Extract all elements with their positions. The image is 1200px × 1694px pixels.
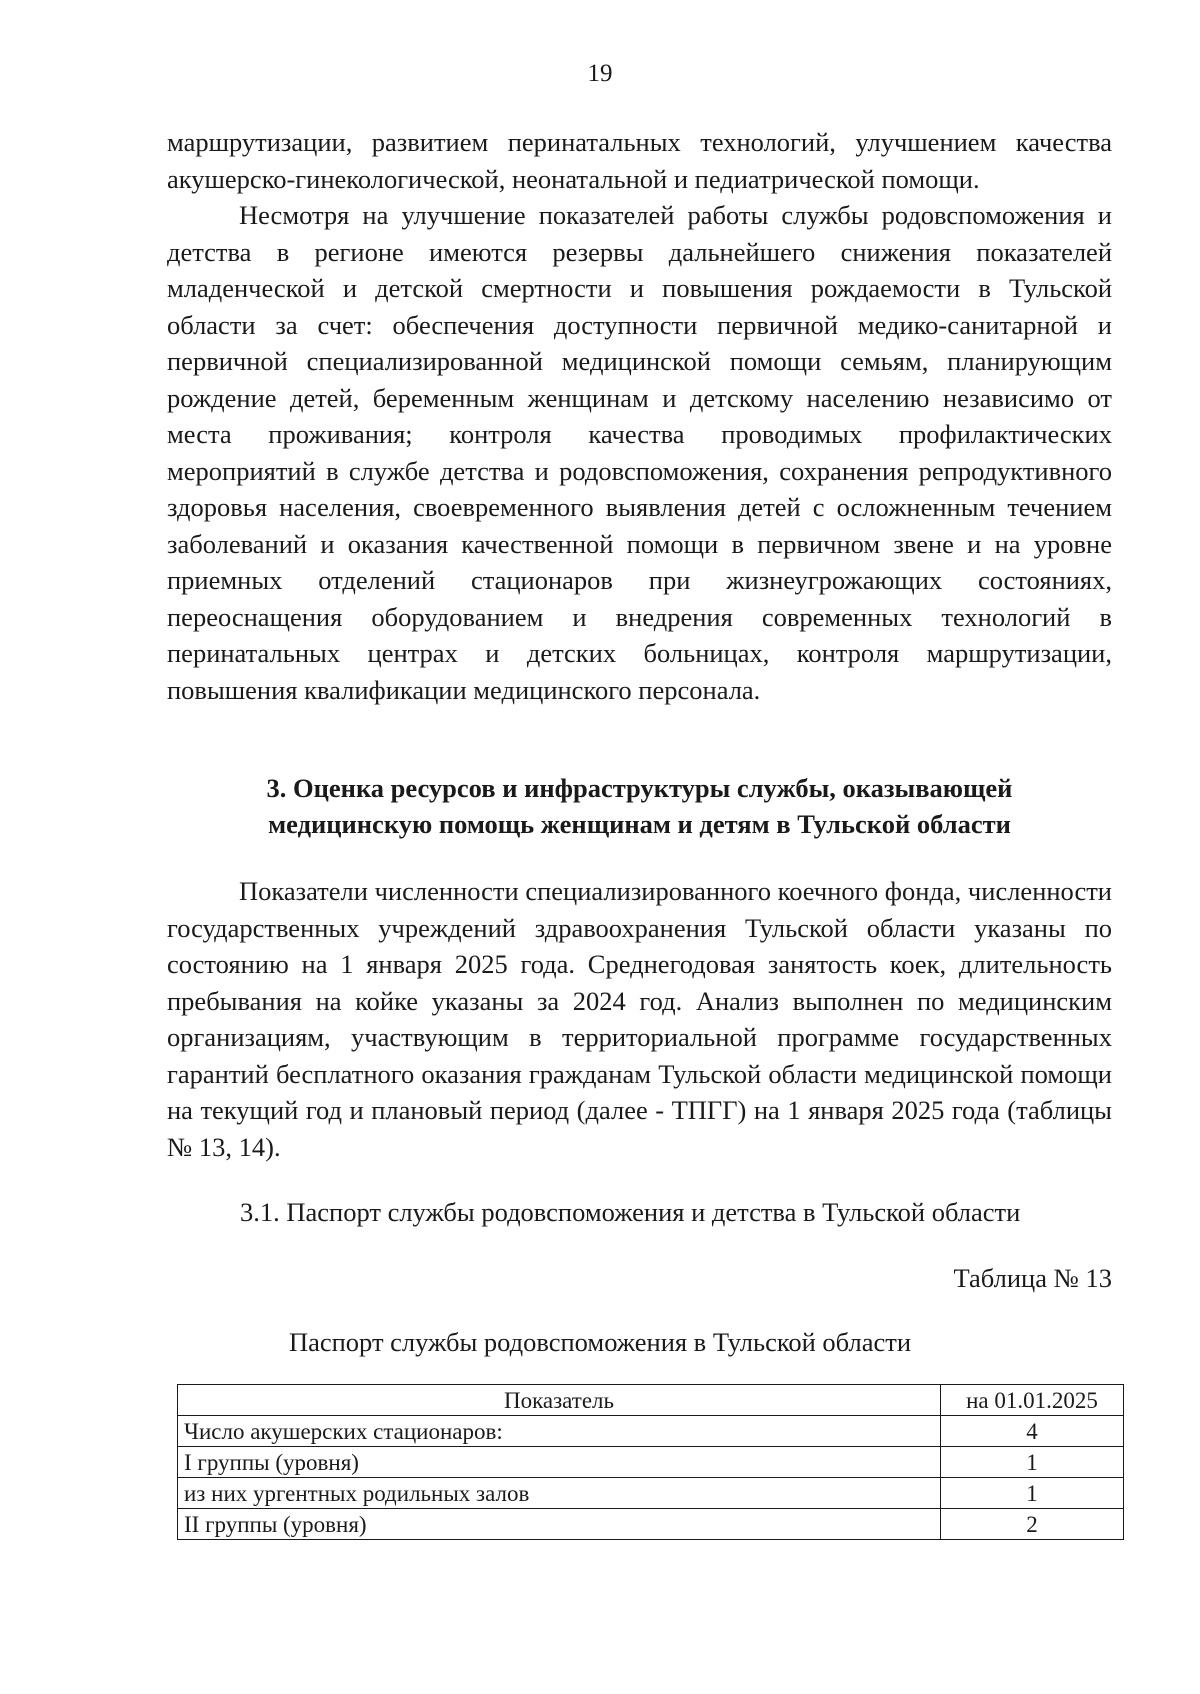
section-heading-line-2: медицинскую помощь женщинам и детям в Тульской области <box>268 809 1011 839</box>
row-indicator: I группы (уровня) <box>178 1447 941 1478</box>
row-indicator: II группы (уровня) <box>178 1509 941 1540</box>
table-row <box>178 1478 1124 1509</box>
paragraph-text: Показатели численности специализированного коечного фонда, численности государственных учреждений здравоохранения Тульской области указаны по состоянию на 1 января 2025 года. Среднегодовая занятость коек, длительность пребывания на койке указаны за 2024 год. Анализ выполнен по медицинским организациям, участвующим в территориальной программе государственных гарантий бесплатного оказания гражданам Тульской области медицинской помощи на текущий год и плановый период (далее - ТПГГ) на 1 января 2025 года (таблицы № 13, 14). <box>167 876 1112 1162</box>
page-number: 19 <box>587 60 613 87</box>
table-row <box>178 1509 1124 1540</box>
table-label: Таблица № 13 <box>953 1263 1112 1293</box>
section-heading <box>167 770 1112 842</box>
row-indicator: из них ургентных родильных залов <box>178 1478 941 1509</box>
header-indicator: Показатель <box>178 1385 941 1416</box>
paragraph-text: Несмотря на улучшение показателей работы службы родовспоможения и детства в регионе имеются резервы дальнейшего снижения показателей младенческой и детской смертности и повышения рождаемости в Тульской области за счет: обеспечения доступности первичной медико-санитарной и первичной специализированной медицинской помощи семьям, планирующим рождение детей, беременным женщинам и детскому населению независимо от места проживания; контроля качества проводимых профилактических мероприятий в службе детства и родовспоможения, сохранения репродуктивного здоровья населения, своевременного выявления детей с осложненным течением заболеваний и оказания качественной помощи в первичном звене и на уровне приемных отделений стационаров при жизнеугрожающих состояниях, переоснащения оборудованием и внедрения современных технологий в перинатальных центрах и детских больницах, контроля маршрутизации, повышения квалификации медицинского персонала. <box>167 200 1112 705</box>
subsection-title: 3.1. Паспорт службы родовспоможения и детства в Тульской области <box>240 1197 1021 1227</box>
table-row <box>178 1416 1124 1447</box>
table-title: Паспорт службы родовспоможения в Тульской области <box>288 1327 912 1357</box>
paragraph-reserves <box>167 197 1112 708</box>
row-value: 4 <box>941 1416 1124 1447</box>
row-value: 1 <box>941 1478 1124 1509</box>
header-date: на 01.01.2025 <box>941 1385 1124 1416</box>
section-heading-line-1: 3. Оценка ресурсов и инфраструктуры службы, оказывающей <box>266 773 1013 803</box>
paragraph-continuation <box>167 124 1112 197</box>
paragraph-indicators <box>167 873 1112 1165</box>
table-header-row <box>178 1385 1124 1416</box>
passport-table <box>177 1384 1124 1540</box>
row-value: 1 <box>941 1447 1124 1478</box>
paragraph-text: маршрутизации, развитием перинатальных технологий, улучшением качества акушерско-гинекологической, неонатальной и педиатрической помощи. <box>167 127 1112 194</box>
row-value: 2 <box>941 1509 1124 1540</box>
row-indicator: Число акушерских стационаров: <box>178 1416 941 1447</box>
table-row <box>178 1447 1124 1478</box>
